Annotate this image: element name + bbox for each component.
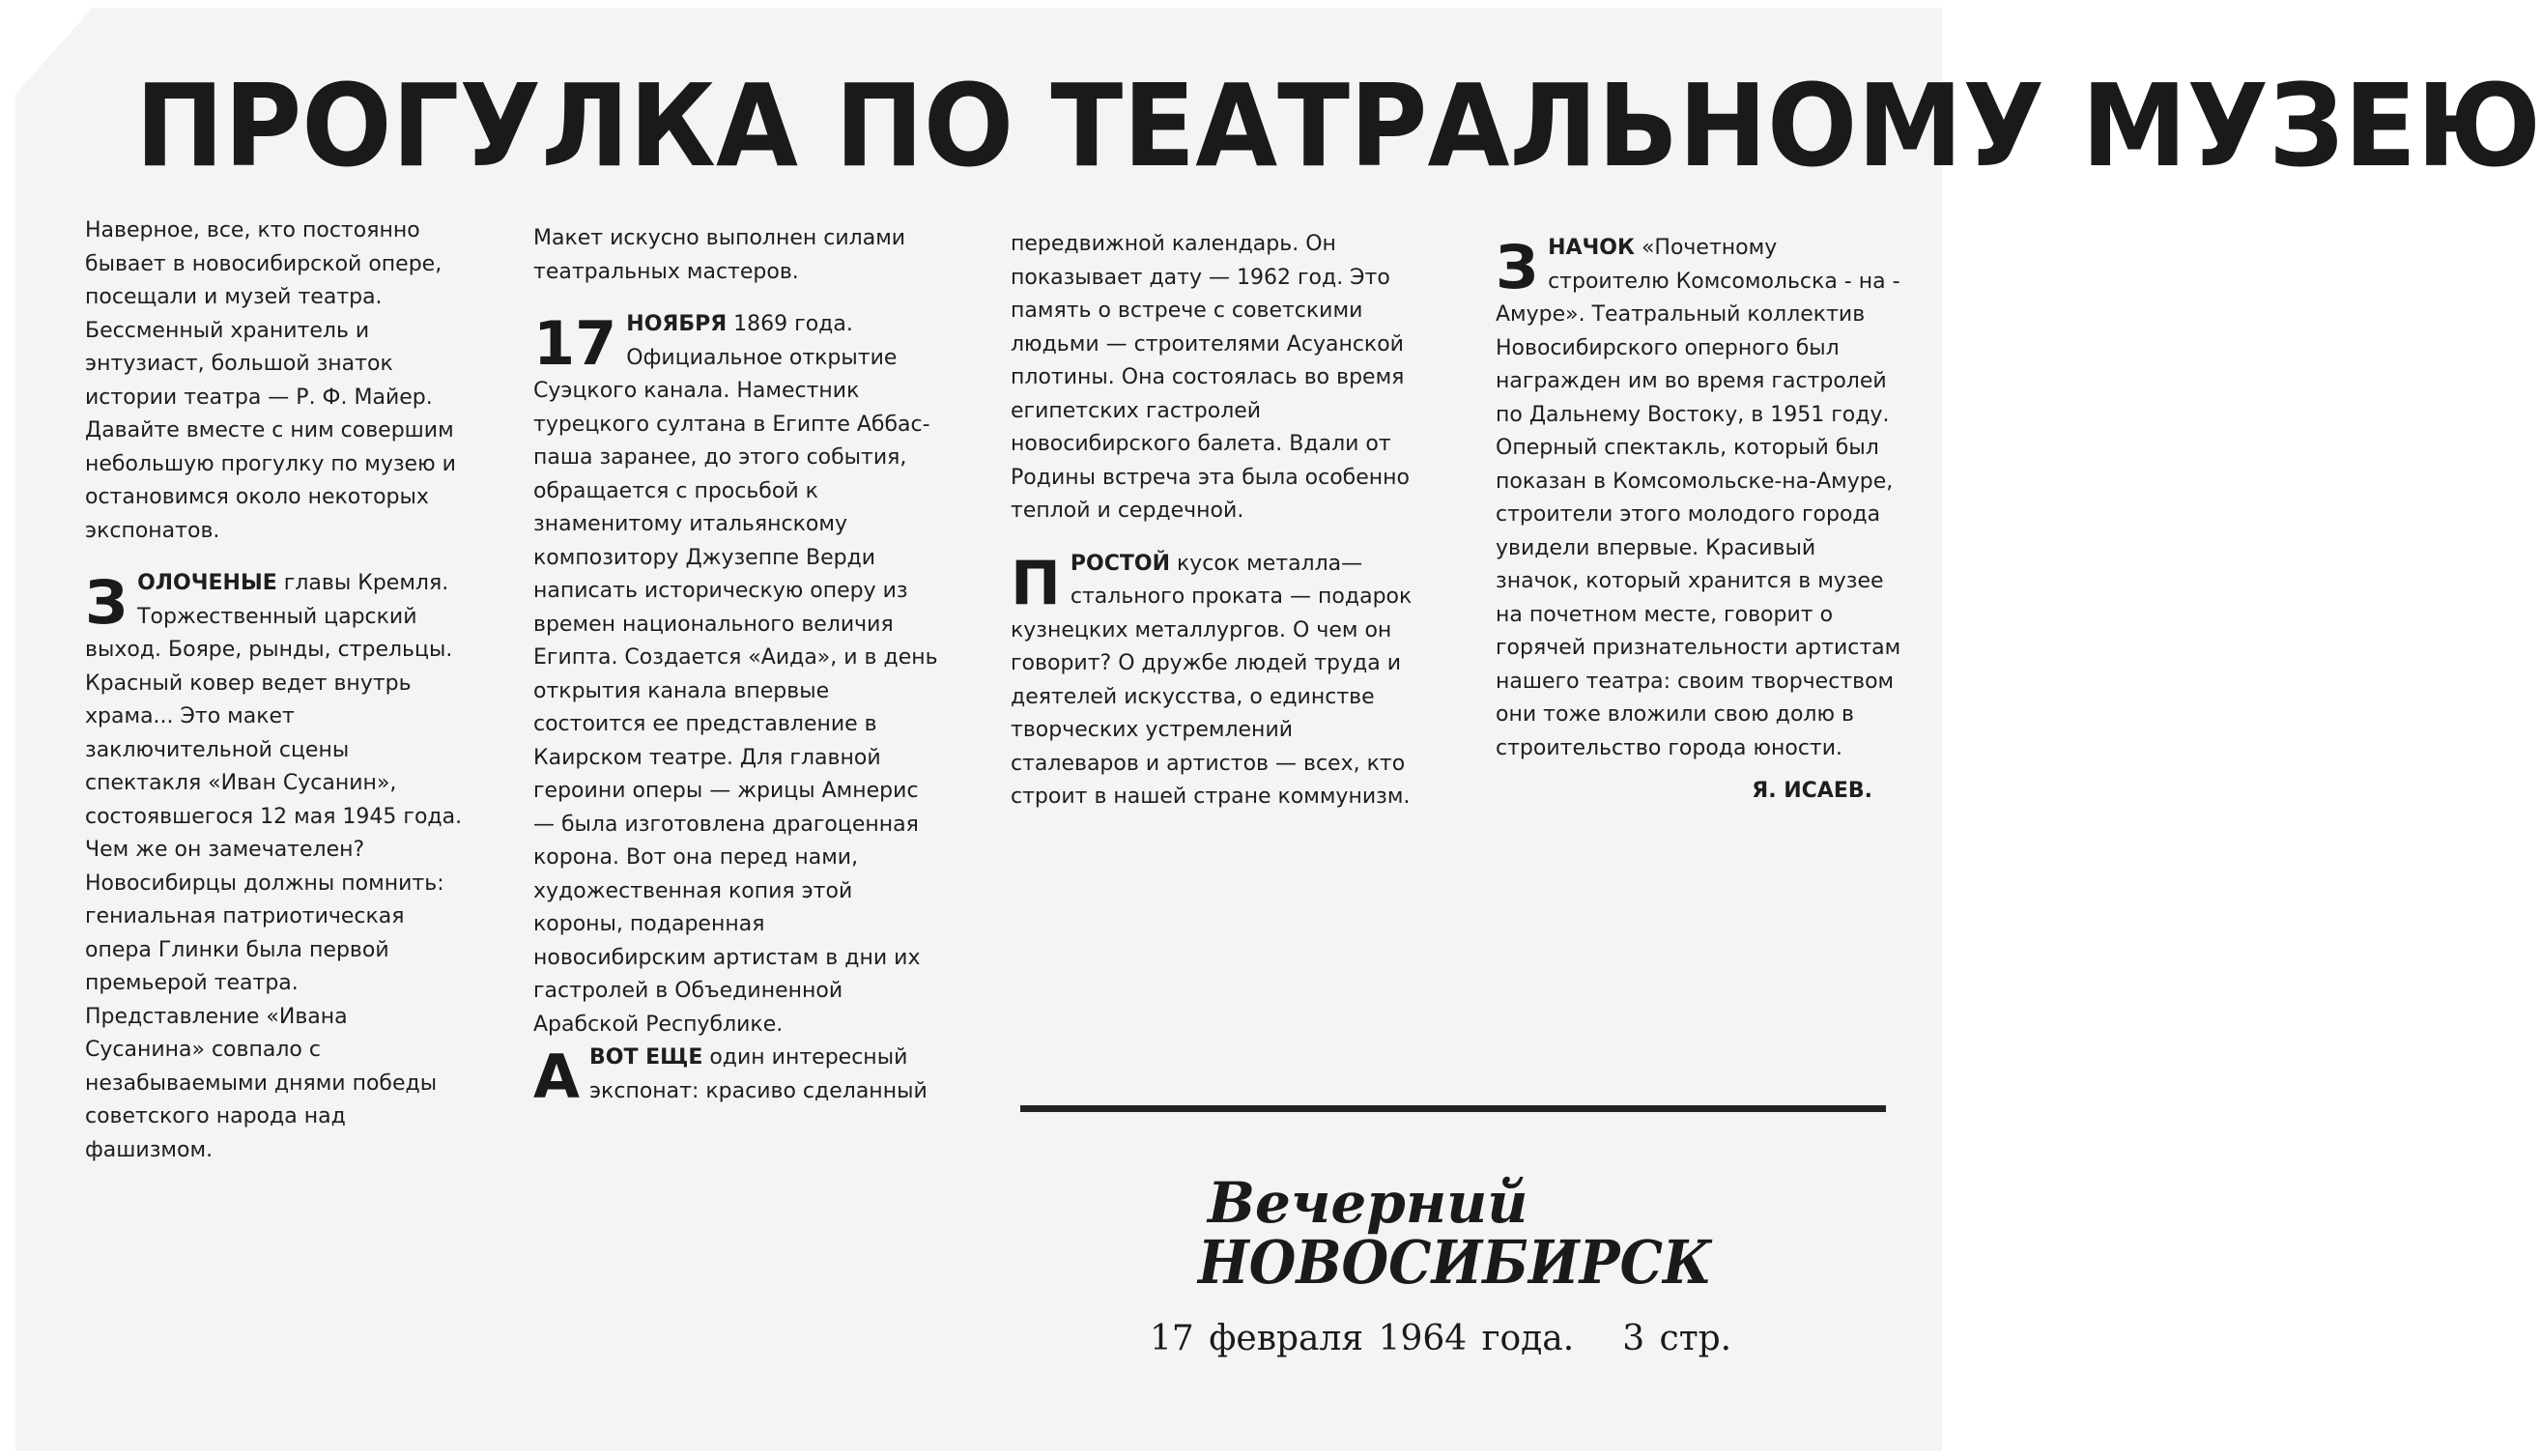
paragraph: Макет искусно выполнен силами театральных мастеров. (533, 226, 906, 284)
masthead-line-2: НОВОСИБИРСК (1198, 1227, 1712, 1298)
paragraph: 17 НОЯБРЯ 1869 года. Официальное открытие Суэцкого канала. Наместник турецкого султана в Египте Аббас-паша заранее, до этого события, обращается с просьбой к знаменитому итальянскому композитору Джузеппе Верди написать историческую оперу из времен национального величия Египта. Создается «Аида», и в день открытия канала впервые состоится ее представление в Каирском театре. Для главной героини оперы — жрицы Амнерис — была изготовлена драгоценная корона. Вот она перед нами, художественная копия этой короны, подаренная новосибирским артистам в дни их гастролей в Объединенной Арабской Республике. (533, 308, 938, 1037)
drop-cap: А (533, 1042, 580, 1112)
paragraph: Наверное, все, кто постоянно бывает в новосибирской опере, посещали и музей театра. Бессменный хранитель и энтузиаст, большой знаток истории театра — Р. Ф. Майер. Давайте вместе с ним совершим небольшую прогулку по музею и остановимся около некоторых экспонатов. (85, 218, 456, 543)
date-text: 17 февраля 1964 года. (1150, 1319, 1575, 1358)
paragraph: ЗОЛОЧЕНЫЕ главы Кремля. Торжественный царский выход. Бояре, рынды, стрельцы. Красный ковер ведет внутрь храма... Это макет заключительной сцены спектакля «Иван Сусанин», состоявшегося 12 мая 1945 года. Чем же он замечателен? Новосибирцы должны помнить: гениальная патриотическая опера Глинки была первой премьерой театра. Представление «Ивана Сусанина» совпало с незабываемыми днями победы советского народа над фашизмом. (85, 567, 463, 1162)
article-headline: ПРОГУЛКА ПО ТЕАТРАЛЬНОМУ МУЗЕЮ (135, 59, 2541, 192)
lead-word: ОЛОЧЕНЫЕ (137, 571, 277, 595)
lead-word: НАЧОК (1548, 236, 1635, 260)
masthead-line-1: Вечерний (1208, 1170, 1528, 1236)
newspaper-masthead (1198, 1170, 1739, 1298)
drop-cap: З (85, 567, 128, 638)
article-column-2 (533, 222, 939, 1112)
lead-word: ВОТ ЕЩЕ (588, 1045, 703, 1070)
article-column-3 (1011, 228, 1424, 814)
paragraph: ЗНАЧОК «Почетному строителю Комсомольска - на - Амуре». Театральный коллектив Новосибирского оперного был награжден им во время гастролей по Дальнему Востоку, в 1951 году. Оперный спектакль, который был показан в Комсомольске-на-Амуре, строители этого молодого города увидели впервые. Красивый значок, который хранится в музее на почетном месте, говорит о горячей признательности артистам нашего театра: своим творчеством они тоже вложили свою долю в строительство города юности. (1496, 232, 1901, 760)
drop-cap: З (1496, 232, 1539, 302)
page-number: 3 стр. (1622, 1319, 1732, 1358)
article-column-1 (85, 214, 471, 1167)
lead-word: НОЯБРЯ (626, 312, 728, 336)
author-signature: Я. ИСАЕВ. (1752, 779, 1872, 803)
drop-cap: 17 (533, 308, 617, 379)
paragraph: передвижной календарь. Он показывает дату — 1962 год. Это память о встрече с советскими людьми — строителями Асуанской плотины. Она состоялась во время египетских гастролей новосибирского балета. Вдали от Родины встреча эта была особенно теплой и сердечной. (1011, 232, 1411, 523)
divider-rule (1020, 1105, 1886, 1112)
lead-word: РОСТОЙ (1070, 551, 1170, 576)
dateline (1150, 1319, 1731, 1358)
paragraph: ПРОСТОЙ кусок металла—стального проката — подарок кузнецких металлургов. О чем он говорит? О дружбе людей труда и деятелей искусства, о единстве творческих устремлений сталеваров и артистов — всех, кто строит в нашей стране коммунизм. (1011, 547, 1413, 809)
drop-cap: П (1011, 547, 1061, 618)
article-column-4 (1496, 232, 1901, 809)
paragraph: АВОТ ЕЩЕ один интересный экспонат: красиво сделанный (533, 1042, 928, 1112)
